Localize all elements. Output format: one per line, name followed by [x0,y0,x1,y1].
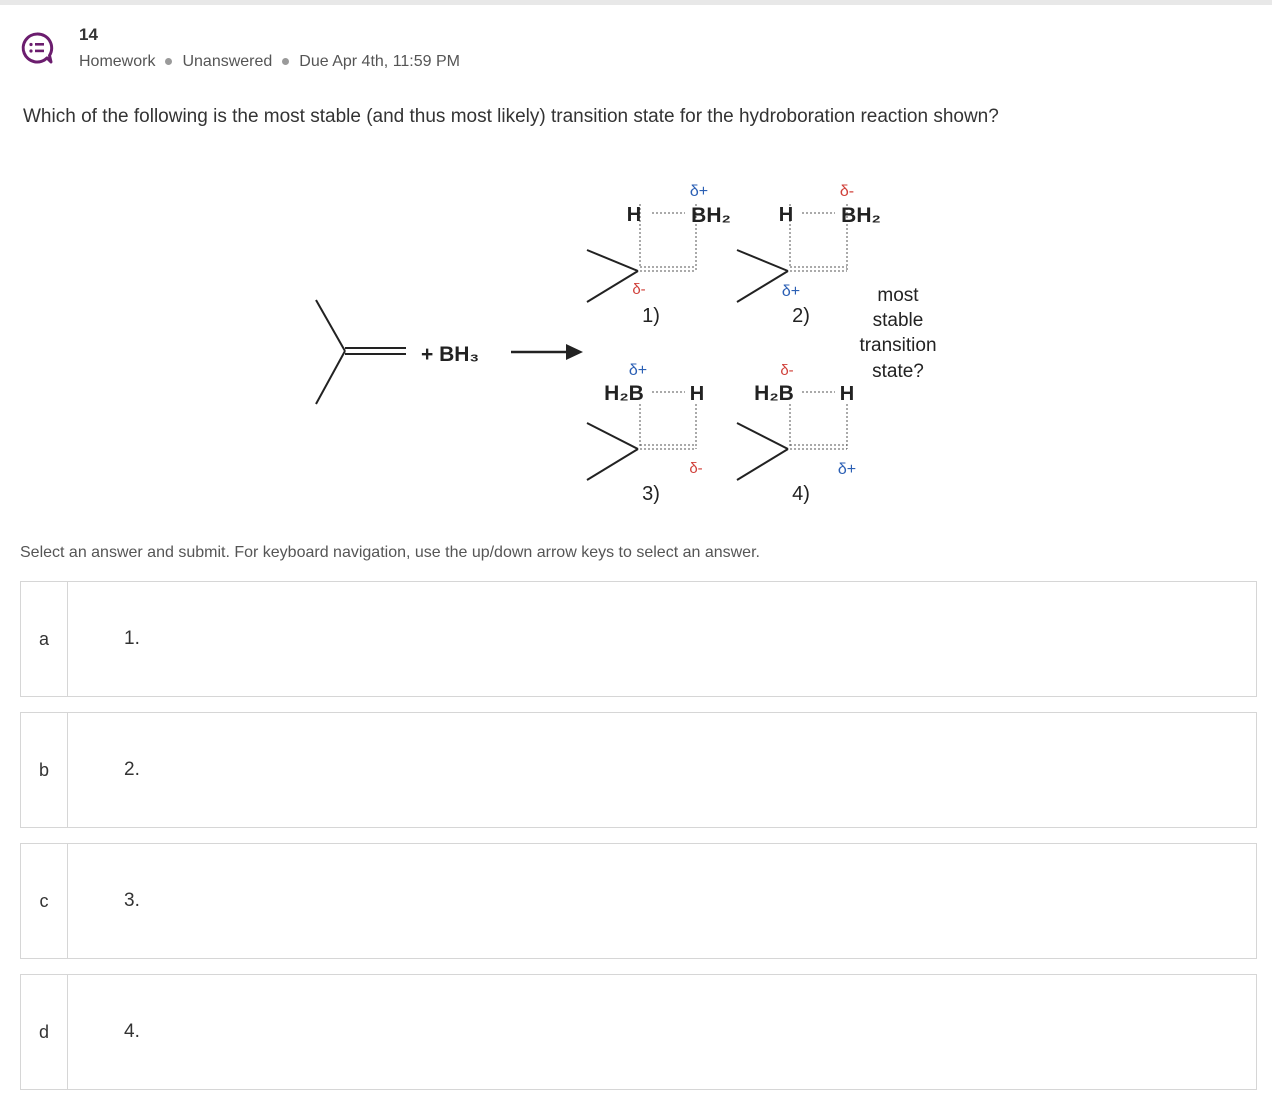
ts1-delta-minus: δ- [632,281,646,298]
question-type: Homework [79,53,156,70]
ts2-delta-plus: δ+ [781,283,801,300]
answer-choice-d[interactable] [20,974,1257,1090]
ts4-h-label: H [839,383,855,405]
top-divider [0,0,1272,5]
choice-letter: b [21,713,68,827]
ts4-delta-minus: δ- [780,362,794,379]
choice-letter: a [21,582,68,696]
answer-instructions: Select an answer and submit. For keyboard navigation, use the up/down arrow keys to select an answer. [20,544,760,561]
hydroboration-figure [300,168,960,518]
ts3-delta-plus: δ+ [628,362,648,379]
ts4-delta-plus: δ+ [837,461,857,478]
ts4-number: 4) [792,483,810,505]
ts2-number: 2) [792,305,810,327]
answer-choice-a[interactable] [20,581,1257,697]
ts4-h2b-label: H₂B [754,382,794,405]
ts2-delta-minus: δ- [839,183,855,200]
side-note-line: transition [859,335,937,356]
question-meta [79,53,460,71]
reaction-arrow [511,344,583,360]
answer-choice-b[interactable] [20,712,1257,828]
side-note-line: most [877,285,919,306]
question-number: 14 [79,25,98,44]
transition-state-4 [737,362,856,505]
separator-dot [165,58,172,65]
reagent-label: + BH₃ [421,343,480,366]
ts1-bh2-label: BH₂ [691,204,731,227]
question-status: Unanswered [182,53,273,70]
ts3-number: 3) [642,483,660,505]
transition-state-1 [587,183,731,327]
choice-letter: c [21,844,68,958]
ts1-h-label: H [626,204,642,226]
ts2-bh2-label: BH₂ [841,204,881,227]
side-note-line: stable [872,310,924,331]
question-chat-icon [20,31,54,65]
ts1-delta-plus: δ+ [689,183,709,200]
transition-state-3 [587,362,704,505]
ts3-h-label: H [689,383,705,405]
choice-text: 1. [124,628,140,649]
choice-letter: d [21,975,68,1089]
ts3-delta-minus: δ- [689,460,703,477]
ts3-h2b-label: H₂B [604,382,644,405]
choice-text: 3. [124,890,140,911]
separator-dot [282,58,289,65]
side-note [859,285,936,382]
answer-choices [20,581,1257,1105]
choice-text: 4. [124,1021,140,1042]
transition-state-2 [737,183,881,327]
ts2-h-label: H [778,204,794,226]
answer-choice-c[interactable] [20,843,1257,959]
question-prompt: Which of the following is the most stable (and thus most likely) transition state for the hydroboration reaction shown? [23,106,999,127]
choice-text: 2. [124,759,140,780]
side-note-line: state? [872,361,924,382]
question-due-date: Due Apr 4th, 11:59 PM [299,53,460,70]
ts1-number: 1) [642,305,660,327]
alkene-structure [316,300,406,404]
